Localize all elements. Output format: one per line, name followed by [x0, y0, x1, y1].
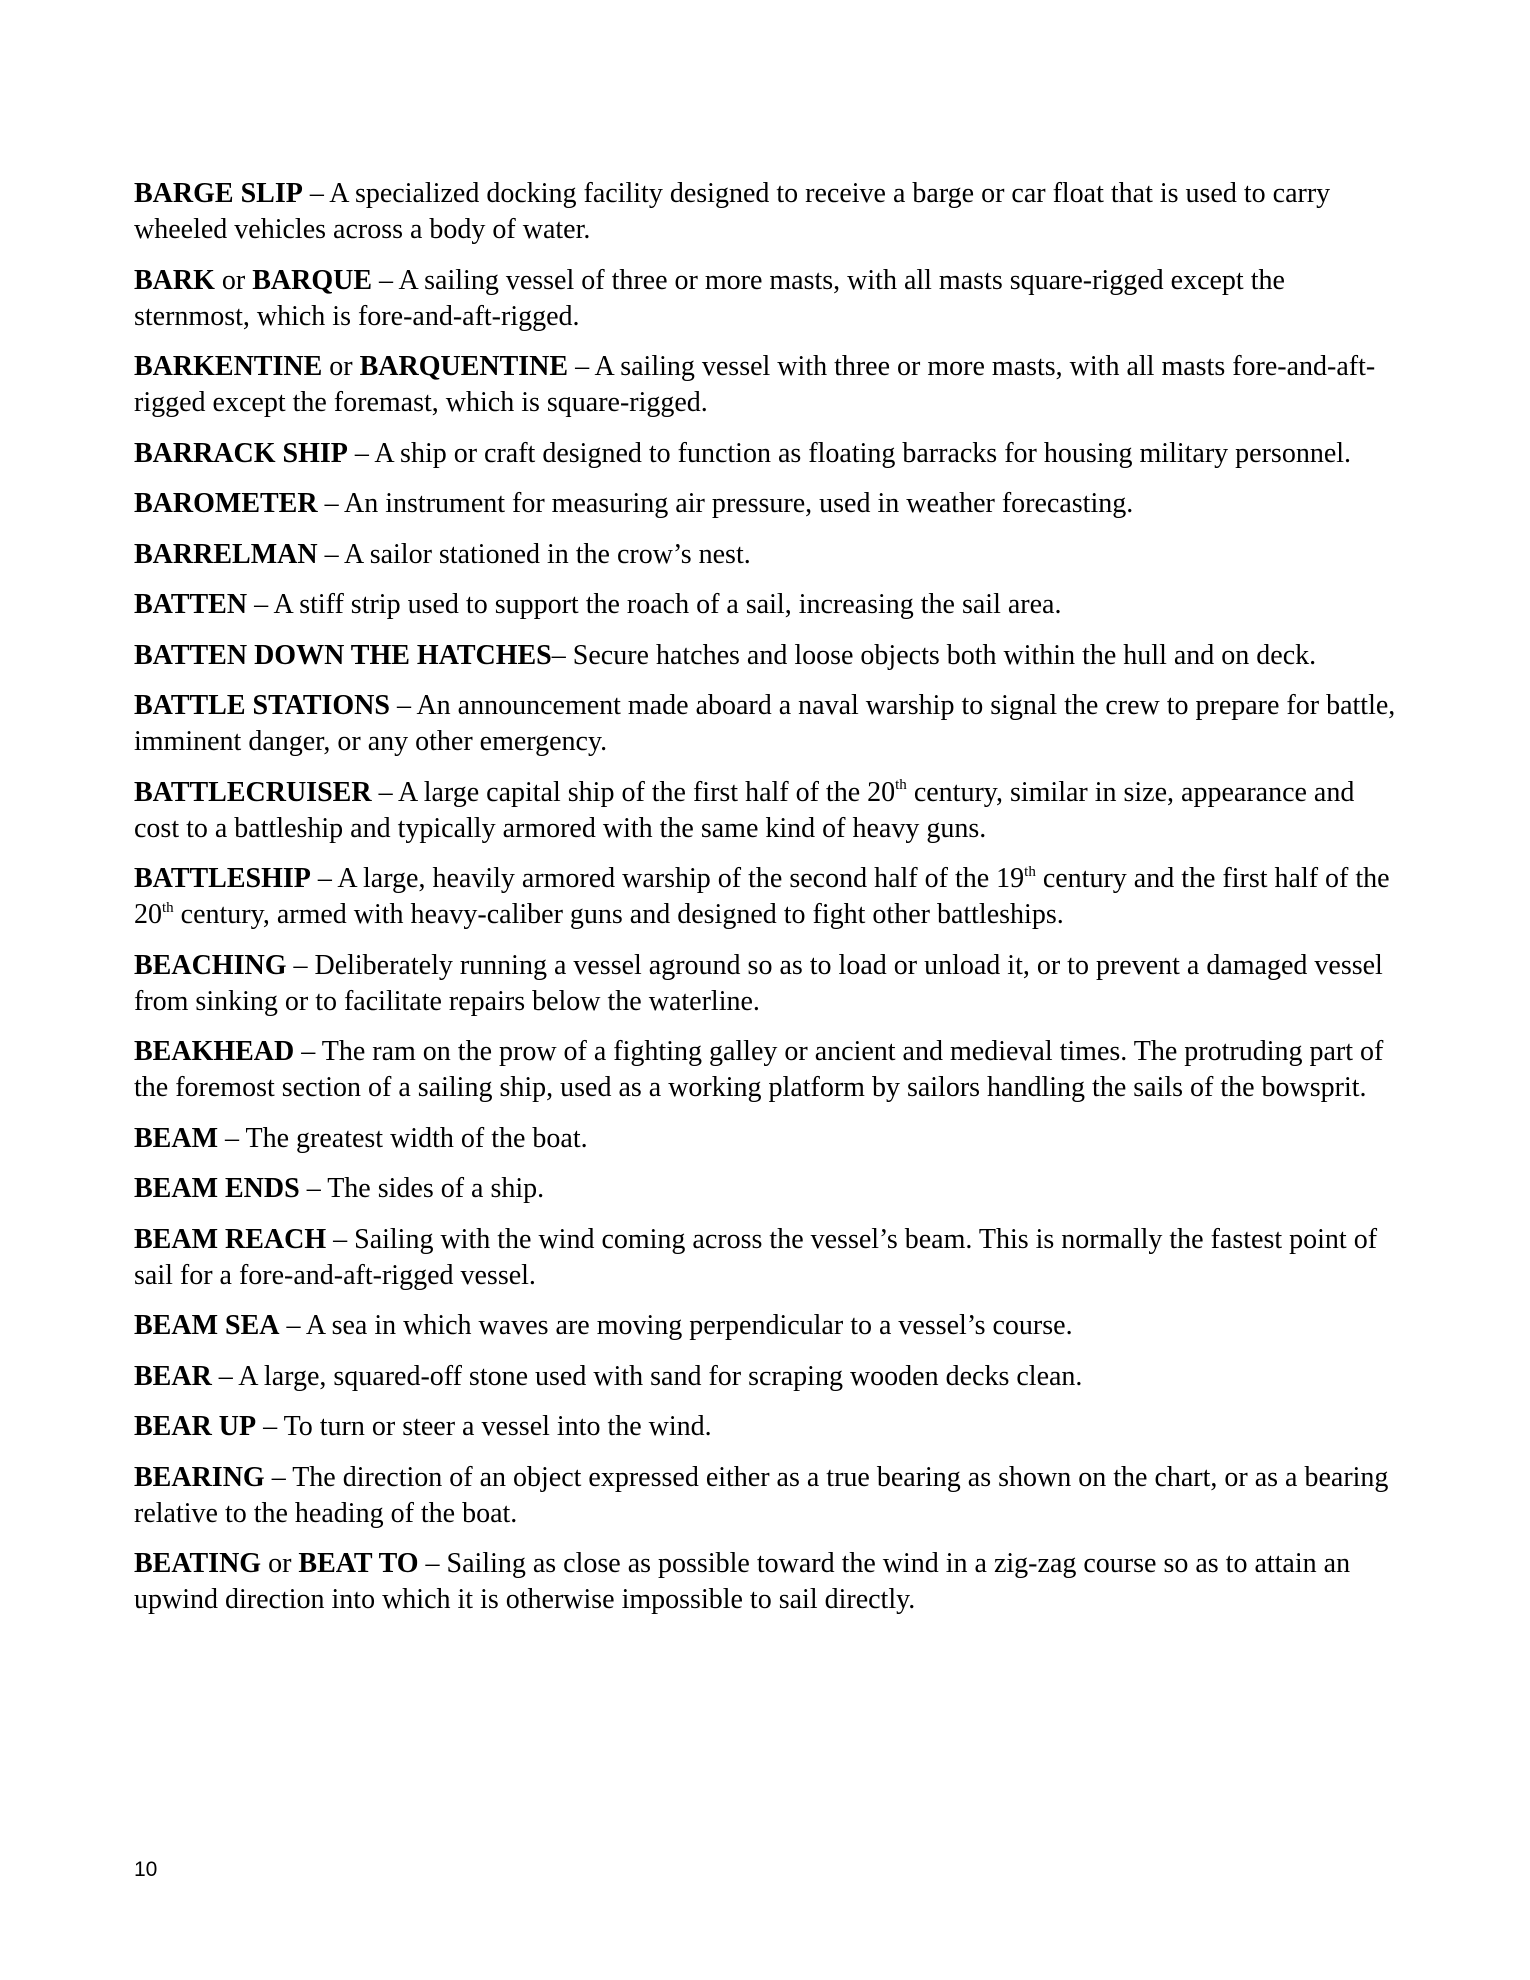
- entry-definition: – Sailing with the wind coming across the vessel’s beam. This is normally the fastest point of sail for a fore-and-aft-rigged vessel.: [134, 1223, 1378, 1291]
- entry-definition: – A sea in which waves are moving perpendicular to a vessel’s course.: [279, 1310, 1073, 1341]
- glossary-entry: [134, 861, 1396, 933]
- glossary-entry: [134, 1171, 1396, 1207]
- glossary-entry: [134, 1546, 1396, 1618]
- glossary-entry: [134, 263, 1396, 335]
- entry-term: BEARING: [134, 1461, 265, 1493]
- entry-term: BARK: [134, 264, 215, 296]
- glossary-entry: [134, 349, 1396, 421]
- entry-term: BARKENTINE: [134, 351, 323, 382]
- entry-definition: – A specialized docking facility designed to receive a barge or car float that is used to carry wheeled vehicles across a body of water.: [134, 178, 1331, 245]
- entry-definition: – Deliberately running a vessel aground so as to load or unload it, or to prevent a damaged vessel from sinking or to facilitate repairs below the waterline.: [134, 949, 1383, 1017]
- entry-term: BARRACK SHIP: [134, 437, 348, 469]
- glossary-entry: [134, 688, 1396, 760]
- entry-definition-cont: century, similar in size, appearance and cost to a battleship and typically armored with the same kind of heavy guns.: [134, 776, 1355, 844]
- glossary-entry: [134, 486, 1396, 522]
- glossary-entry: [134, 587, 1396, 623]
- page-number: 10: [134, 1858, 158, 1881]
- entry-definition: – The sides of a ship.: [299, 1173, 545, 1204]
- entry-definition: – An announcement made aboard a naval warship to signal the crew to prepare for battle, imminent danger, or any other emergency.: [134, 690, 1396, 757]
- entry-term: BATTLECRUISER: [134, 776, 372, 808]
- entry-definition: – A sailor stationed in the crow’s nest.: [317, 538, 751, 570]
- entry-definition: – A sailing vessel of three or more masts, with all masts square-rigged except the sternmost, which is fore-and-aft-rigged.: [134, 264, 1285, 332]
- entry-definition: – A large capital ship of the first half of the 20: [371, 776, 896, 808]
- entry-term: BEAM SEA: [134, 1310, 280, 1341]
- ordinal-superscript: th: [162, 899, 174, 916]
- entry-term: BAROMETER: [134, 488, 318, 519]
- glossary-entry: [134, 436, 1396, 472]
- entry-term: BEACHING: [134, 949, 287, 981]
- entry-term: BATTEN DOWN THE HATCHES: [134, 639, 552, 671]
- entry-term-alt: BARQUENTINE: [359, 351, 569, 382]
- entry-definition: – A large, squared-off stone used with sand for scraping wooden decks clean.: [211, 1360, 1083, 1392]
- entry-definition: – A ship or craft designed to function as floating barracks for housing military personnel.: [347, 437, 1352, 469]
- ordinal-superscript: th: [1024, 863, 1036, 880]
- glossary-entry: [134, 1308, 1396, 1344]
- entry-definition-cont: century and the first half of the 20: [134, 863, 1390, 930]
- ordinal-superscript: th: [895, 777, 907, 794]
- glossary-entry: [134, 638, 1396, 674]
- entry-connector: or: [322, 351, 360, 382]
- glossary-entry: [134, 1034, 1396, 1106]
- entry-term: BEAM: [134, 1122, 218, 1154]
- glossary-entry: [134, 1409, 1396, 1445]
- entry-definition: – The ram on the prow of a fighting galley or ancient and medieval times. The protruding part of the foremost section of a sailing ship, used as a working platform by sailors handling the sails of the bowsprit.: [134, 1036, 1384, 1103]
- glossary-entry: [134, 176, 1396, 248]
- entry-connector: or: [261, 1548, 299, 1579]
- glossary-entry: [134, 1359, 1396, 1395]
- entry-definition: – The direction of an object expressed either as a true bearing as shown on the chart, or as a bearing relative to the heading of the boat.: [134, 1461, 1389, 1529]
- entry-definition: – Sailing as close as possible toward the wind in a zig-zag course so as to attain an upwind direction into which it is otherwise impossible to sail directly.: [134, 1548, 1351, 1615]
- entry-term: BEAKHEAD: [134, 1036, 295, 1067]
- entry-term: BATTEN: [134, 589, 248, 620]
- glossary-entry: [134, 775, 1396, 847]
- entry-definition: – A stiff strip used to support the roach of a sail, increasing the sail area.: [247, 589, 1062, 620]
- entry-term: BEAM REACH: [134, 1223, 327, 1255]
- glossary-entry: [134, 1222, 1396, 1294]
- entry-connector: or: [214, 264, 253, 296]
- entry-definition: – To turn or steer a vessel into the wind.: [256, 1411, 712, 1442]
- glossary-entry: [134, 948, 1396, 1020]
- entry-term: BATTLE STATIONS: [134, 690, 390, 721]
- entry-term: BARGE SLIP: [134, 178, 303, 209]
- entry-term-alt: BARQUE: [252, 264, 373, 296]
- entry-definition: – A large, heavily armored warship of the second half of the 19: [310, 863, 1025, 894]
- entry-definition: – An instrument for measuring air pressure, used in weather forecasting.: [317, 488, 1134, 519]
- entry-term: BEAR: [134, 1360, 212, 1392]
- entry-term-alt: BEAT TO: [298, 1548, 419, 1579]
- entry-term: BARRELMAN: [134, 538, 318, 570]
- entry-term: BEATING: [134, 1548, 262, 1579]
- glossary-entry: [134, 1460, 1396, 1532]
- entry-definition-cont: century, armed with heavy-caliber guns and designed to fight other battleships.: [173, 899, 1064, 930]
- glossary-entry: [134, 1121, 1396, 1157]
- glossary-entry: [134, 537, 1396, 573]
- entry-term: BEAM ENDS: [134, 1173, 300, 1204]
- entry-definition: – A sailing vessel with three or more masts, with all masts fore-and-aft-rigged except the foremast, which is square-rigged.: [134, 351, 1376, 418]
- glossary-list: [134, 176, 1396, 1633]
- entry-definition: – Secure hatches and loose objects both within the hull and on deck.: [551, 639, 1317, 671]
- entry-term: BATTLESHIP: [134, 863, 311, 894]
- entry-term: BEAR UP: [134, 1411, 257, 1442]
- entry-definition: – The greatest width of the boat.: [218, 1122, 588, 1154]
